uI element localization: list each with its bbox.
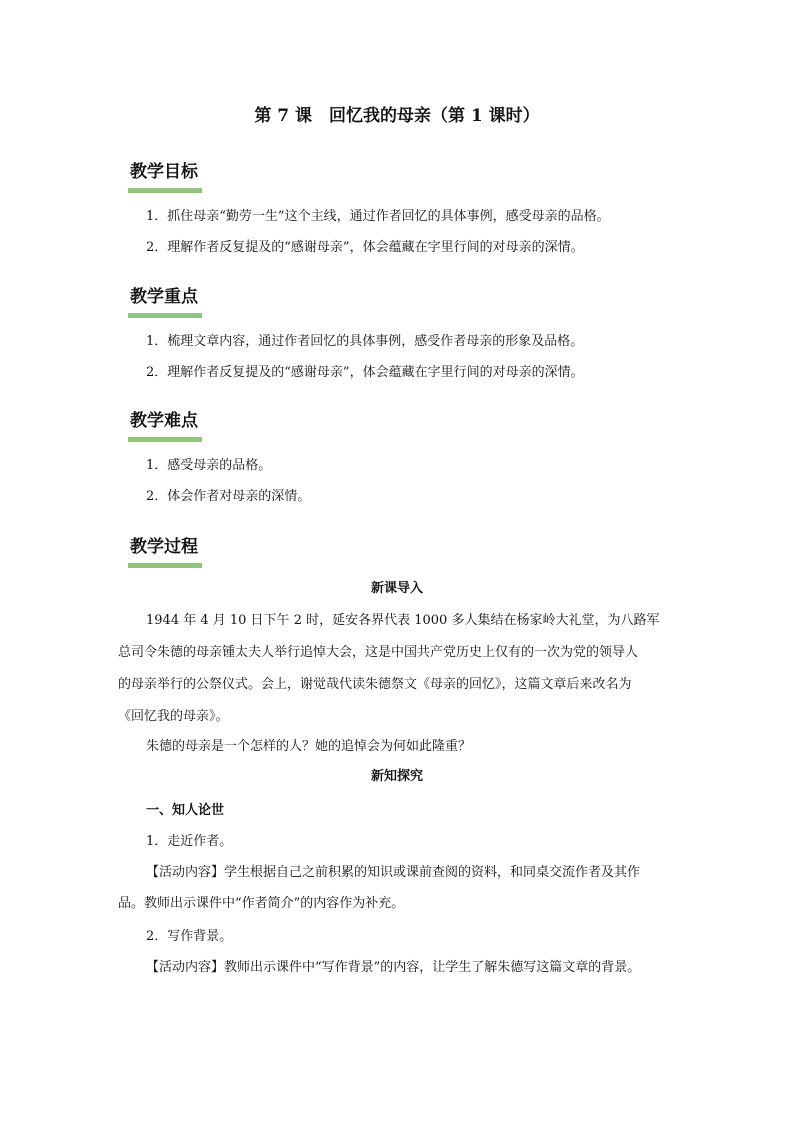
step-one: 1．走近作者。: [146, 834, 233, 849]
key-point-item-2: 2．理解作者反复提及的“感谢母亲”，体会蕴藏在字里行间的对母亲的深情。: [146, 365, 584, 380]
intro-heading: 新课导入: [370, 581, 423, 596]
step-two: 2．写作背景。: [146, 929, 233, 944]
section-heading-process: 教学过程: [128, 535, 202, 568]
intro-paragraph-line-2: 总司令朱德的母亲锺太夫人举行追悼大会，这是中国共产党历史上仅有的一次为党的领导人: [118, 645, 639, 660]
goal-item-1: 1．抓住母亲“勤劳一生”这个主线，通过作者回忆的具体事例，感受母亲的品格。: [146, 209, 610, 224]
intro-paragraph-line-4: 《回忆我的母亲》。: [118, 709, 229, 724]
intro-paragraph-line-1: 1944 年 4 月 10 日下午 2 时，延安各界代表 1000 多人集结在杨家岭大礼堂，为八路军: [146, 613, 660, 628]
difficulty-item-1: 1．感受母亲的品格。: [146, 458, 272, 473]
activity-two: 【活动内容】教师出示课件中“写作背景”的内容，让学生了解朱德写这篇文章的背景。: [146, 960, 641, 975]
intro-paragraph-line-3: 的母亲举行的公祭仪式。会上，谢觉哉代读朱德祭文《母亲的回忆》，这篇文章后来改名为: [118, 677, 632, 692]
part-one-heading: 一、知人论世: [146, 803, 225, 818]
goal-item-2: 2．理解作者反复提及的“感谢母亲”，体会蕴藏在字里行间的对母亲的深情。: [146, 240, 584, 255]
section-heading-key-points: 教学重点: [128, 285, 202, 318]
difficulty-item-2: 2．体会作者对母亲的深情。: [146, 489, 311, 504]
activity-one-line-1: 【活动内容】学生根据自己之前积累的知识或课前查阅的资料，和同桌交流作者及其作: [146, 865, 641, 880]
page-title: 第 7 课 回忆我的母亲（第 1 课时）: [254, 106, 540, 126]
intro-question: 朱德的母亲是一个怎样的人？她的追悼会为何如此隆重？: [146, 739, 472, 754]
explore-heading: 新知探究: [370, 769, 423, 784]
section-heading-goals: 教学目标: [128, 160, 202, 193]
key-point-item-1: 1．梳理文章内容，通过作者回忆的具体事例，感受作者母亲的形象及品格。: [146, 334, 584, 349]
activity-one-line-2: 品。教师出示课件中“作者简介”的内容作为补充。: [118, 896, 405, 911]
section-heading-difficulties: 教学难点: [128, 409, 202, 442]
